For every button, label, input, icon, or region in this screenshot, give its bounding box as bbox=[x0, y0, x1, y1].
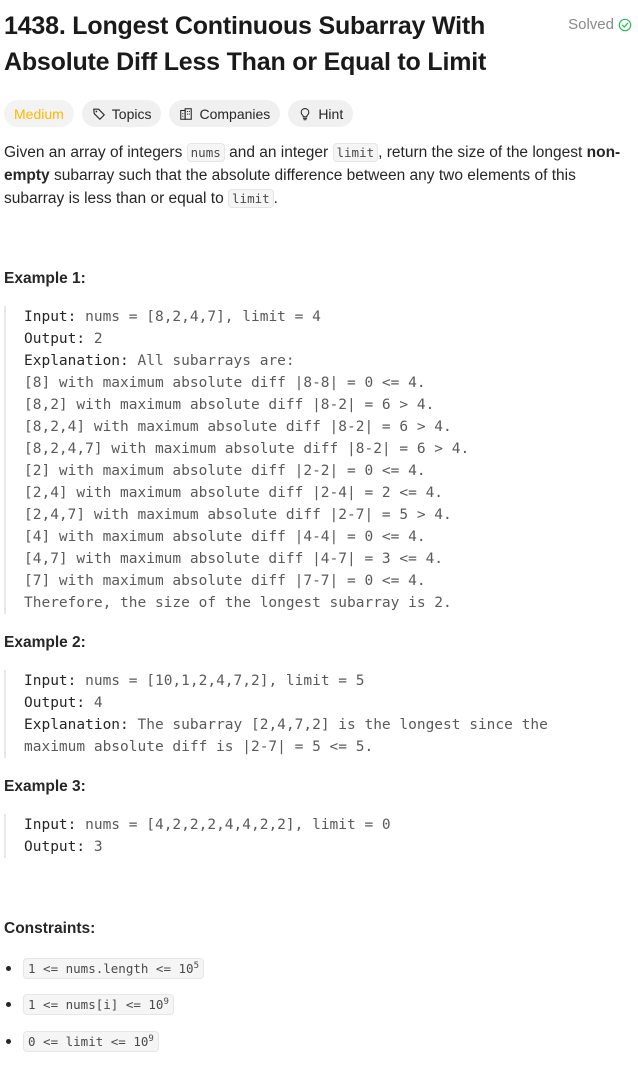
lightbulb-icon bbox=[298, 107, 312, 121]
constraint-item bbox=[4, 1023, 634, 1060]
constraint-code: 1 <= nums[i] <= $10^9$ bbox=[23, 994, 174, 1015]
code-limit-2: limit bbox=[228, 189, 274, 208]
emphasis-non-empty: non-empty bbox=[4, 144, 621, 184]
code-limit: limit bbox=[333, 143, 379, 162]
solved-label: Solved bbox=[568, 16, 614, 33]
problem-title: 1438. Longest Continuous Subarray With Absolute Diff Less Than or Equal to Limit bbox=[4, 12, 487, 76]
difficulty-badge[interactable]: Medium bbox=[4, 100, 74, 127]
problem-header bbox=[0, 0, 638, 80]
tag-icon bbox=[92, 107, 106, 121]
constraint-item bbox=[4, 950, 634, 987]
topics-label: Topics bbox=[111, 105, 152, 122]
example-3-title: Example 3: bbox=[4, 778, 86, 795]
example-1-title: Example 1: bbox=[4, 270, 86, 287]
building-icon bbox=[179, 107, 193, 121]
constraints-title: Constraints: bbox=[4, 920, 96, 937]
bullet-icon bbox=[6, 1002, 11, 1007]
problem-description: Given an array of integers nums and an integer limit , return the size of the longest non-empty subarray such that the absolute difference between any two elements of this subarray is less than or equal to limit . bbox=[4, 144, 621, 207]
hint-label: Hint bbox=[318, 105, 344, 122]
code-nums: nums bbox=[187, 143, 225, 162]
bullet-icon bbox=[6, 966, 11, 971]
bullet-icon bbox=[6, 1039, 11, 1044]
check-circle-icon bbox=[618, 18, 632, 32]
hint-button[interactable] bbox=[288, 100, 353, 127]
example-2-block: Input: nums = [10,1,2,4,7,2], limit = 5 Output: 4 Explanation: The subarray [2,4,7,2] is the longest since the maximum absolute diff is |2-7| = 5 <= 5. bbox=[4, 670, 638, 758]
example-3-block: Input: nums = [4,2,2,2,4,4,2,2], limit = 0 Output: 3 bbox=[4, 814, 638, 858]
constraint-item bbox=[4, 987, 634, 1024]
companies-button[interactable] bbox=[169, 100, 280, 127]
tag-row bbox=[0, 80, 638, 127]
solved-status bbox=[568, 16, 632, 33]
topics-button[interactable] bbox=[82, 100, 162, 127]
constraint-code: 0 <= limit <= $10^9$ bbox=[23, 1031, 159, 1052]
companies-label: Companies bbox=[199, 105, 271, 122]
example-2-title: Example 2: bbox=[4, 634, 86, 651]
example-1-block: Input: nums = [8,2,4,7], limit = 4 Output: 2 Explanation: All subarrays are: [8] with maximum absolute diff |8-8| = 0 <= 4. [8,2] with maximum absolute diff |8-2| = 6 > 4. [8,2,4] with maximum absolute diff |8-2| = 6 > 4. [8,2,4,7] with maximum absolute diff |8-2| = 6 > 4. [2] with maximum absolute diff |2-2| = 0 <= 4. [2,4] with maximum absolute diff |2-4| = 2 <= 4. [2,4,7] with maximum absolute diff |2-7| = 5 > 4. [4] with maximum absolute diff |4-4| = 0 <= 4. [4,7] with maximum absolute diff |4-7| = 3 <= 4. [7] with maximum absolute diff |7-7| = 0 <= 4. Therefore, the size of the longest subarray is 2. bbox=[4, 306, 638, 614]
constraint-code: 1 <= nums.length <= $10^5$ bbox=[23, 958, 204, 979]
constraints-list bbox=[0, 950, 638, 1060]
